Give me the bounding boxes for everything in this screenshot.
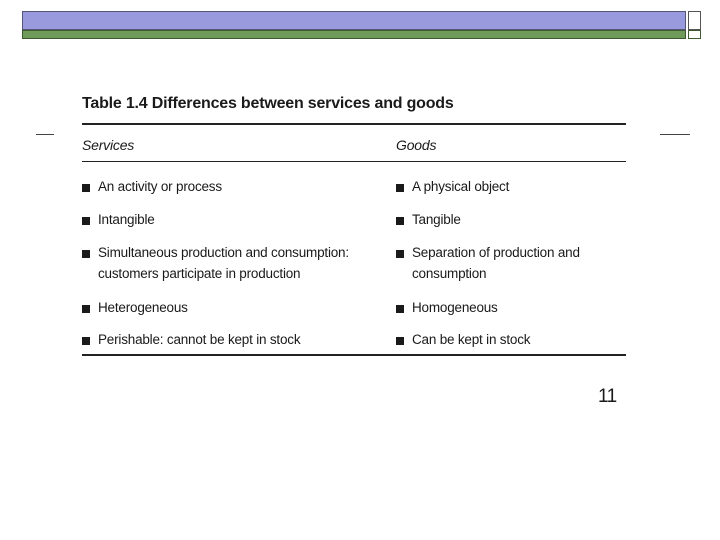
square-bullet-icon	[396, 250, 404, 258]
column-header-services: Services	[82, 137, 135, 153]
goods-item-text: Separation of production and consumption	[412, 245, 580, 281]
square-bullet-icon	[396, 337, 404, 345]
goods-item-text: A physical object	[412, 179, 510, 194]
square-bullet-icon	[82, 184, 90, 192]
goods-item-text: Tangible	[412, 212, 461, 227]
services-item-text: An activity or process	[98, 179, 222, 194]
goods-item	[396, 213, 616, 230]
services-item-text: Heterogeneous	[98, 300, 188, 315]
square-bullet-icon	[396, 305, 404, 313]
goods-item	[396, 301, 616, 318]
table-rule-header	[82, 161, 626, 162]
services-item-text: Simultaneous production and consumption: customers participate in production	[98, 245, 349, 281]
goods-item	[396, 246, 616, 284]
goods-item	[396, 180, 616, 197]
services-item	[82, 333, 372, 350]
square-bullet-icon	[82, 305, 90, 313]
square-bullet-icon	[82, 337, 90, 345]
header-bar-top	[22, 11, 686, 30]
table-title: Table 1.4 Differences between services and goods	[82, 95, 454, 112]
column-header-goods: Goods	[396, 137, 437, 153]
square-bullet-icon	[82, 250, 90, 258]
goods-item-text: Homogeneous	[412, 300, 498, 315]
services-item	[82, 301, 372, 318]
goods-item	[396, 333, 616, 350]
services-item	[82, 246, 372, 284]
divider-line-right	[660, 134, 690, 135]
table-rule-bottom	[82, 354, 626, 356]
goods-item-text: Can be kept in stock	[412, 332, 531, 347]
table-rule-top	[82, 123, 626, 125]
square-bullet-icon	[82, 217, 90, 225]
services-item-text: Intangible	[98, 212, 155, 227]
page-number: 11	[598, 386, 617, 407]
header-square-bottom	[688, 30, 701, 39]
services-item	[82, 213, 372, 230]
square-bullet-icon	[396, 217, 404, 225]
square-bullet-icon	[396, 184, 404, 192]
services-item	[82, 180, 372, 197]
divider-line-left	[36, 134, 54, 135]
services-item-text: Perishable: cannot be kept in stock	[98, 332, 301, 347]
header-bar-bottom	[22, 30, 686, 39]
header-square-top	[688, 11, 701, 30]
